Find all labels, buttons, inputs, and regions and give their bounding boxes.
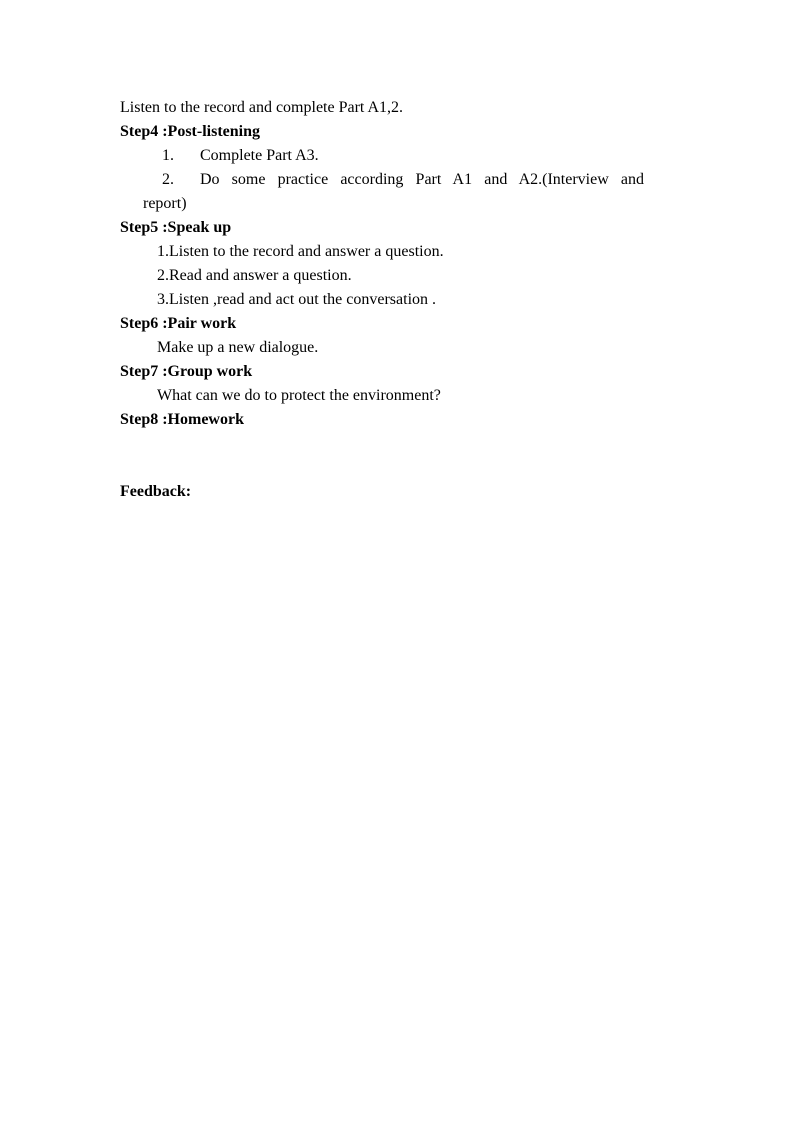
step4-item-1-text: Complete Part A3. <box>200 147 319 164</box>
step4-item-1-number: 1. <box>162 147 174 164</box>
step6-heading: Step6 :Pair work <box>120 315 237 332</box>
step4-item-2 <box>162 170 644 190</box>
intro-line: Listen to the record and complete Part A1,2. <box>120 99 404 116</box>
step5-heading: Step5 :Speak up <box>120 219 232 236</box>
feedback-label: Feedback: <box>120 483 192 500</box>
step8-heading: Step8 :Homework <box>120 411 244 428</box>
step7-text: What can we do to protect the environment? <box>157 387 441 404</box>
step6-text: Make up a new dialogue. <box>157 339 319 356</box>
step4-item-1 <box>162 146 319 166</box>
step7-heading: Step7 :Group work <box>120 363 253 380</box>
step4-item-2-text: Do some practice according Part A1 and A2.(Interview and <box>200 171 644 188</box>
step4-item-2-number: 2. <box>162 171 174 188</box>
step5-item-1: 1.Listen to the record and answer a question. <box>157 243 444 260</box>
step5-item-3: 3.Listen ,read and act out the conversation . <box>157 291 437 308</box>
step4-heading: Step4 :Post-listening <box>120 123 260 140</box>
step4-item-2-continuation: report) <box>143 195 187 212</box>
step5-item-2: 2.Read and answer a question. <box>157 267 352 284</box>
